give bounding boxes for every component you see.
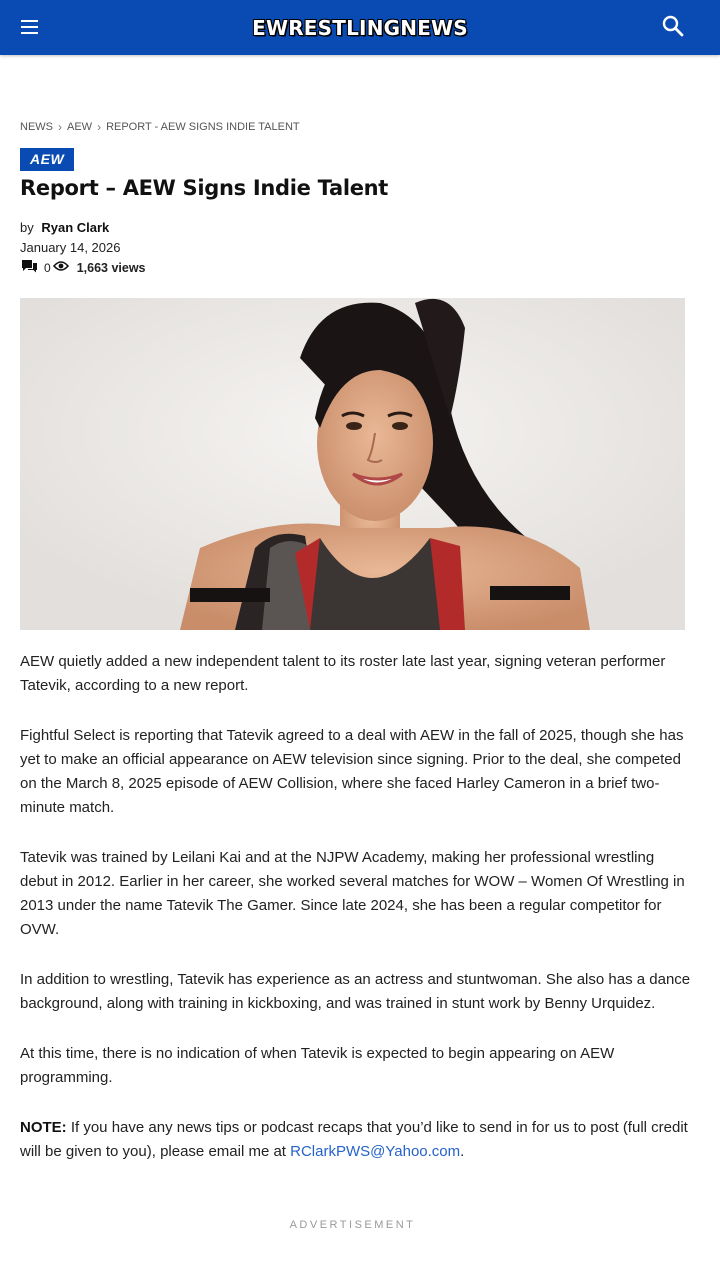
note-text: If you have any news tips or podcast recaps that you’d like to send in for us to post (full credit will be given to you), please email me at: [20, 1119, 688, 1160]
email-link[interactable]: RClarkPWS@Yahoo.com: [290, 1143, 461, 1160]
featured-image: [20, 298, 685, 630]
article-title: Report – AEW Signs Indie Talent: [20, 176, 389, 200]
views-count: 1,663 views: [76, 260, 146, 275]
article-paragraph: At this time, there is no indication of when Tatevik is expected to begin appearing on AEW programming.: [20, 1045, 615, 1086]
note-label: NOTE:: [20, 1119, 67, 1136]
site-logo[interactable]: EWRESTLINGNEWS: [252, 15, 468, 40]
article-paragraph: In addition to wrestling, Tatevik has experience as an actress and stuntwoman. She also has a dance background, along with training in kickboxing, and was trained in stunt work by Benny Urquidez.: [20, 971, 691, 1012]
breadcrumb-aew[interactable]: AEW: [67, 121, 93, 133]
by-label: by: [20, 220, 34, 235]
breadcrumb: [20, 120, 300, 134]
author-link[interactable]: Ryan Clark: [41, 220, 110, 235]
category-badge[interactable]: AEW: [20, 148, 74, 171]
breadcrumb-separator: ›: [97, 120, 102, 134]
publish-date: January 14, 2026: [20, 240, 121, 255]
note-end: .: [460, 1143, 465, 1160]
hamburger-menu-icon[interactable]: [18, 15, 42, 39]
article-body: [20, 650, 692, 1190]
article-paragraph: Fightful Select is reporting that Tatevik agreed to a deal with AEW in the fall of 2025, though she has yet to make an official appearance on AEW television since signing. Prior to the deal, she competed on the March 8, 2025 episode of AEW Collision, where she faced Harley Cameron in a brief two-minute match.: [20, 727, 684, 816]
advertisement-label: ADVERTISEMENT: [289, 1219, 416, 1231]
article-paragraph: AEW quietly added a new independent talent to its roster late last year, signing veteran performer Tatevik, according to a new report.: [20, 653, 666, 694]
eye-icon: [53, 260, 69, 275]
article-paragraph: Tatevik was trained by Leilani Kai and at the NJPW Academy, making her professional wrestling debut in 2012. Earlier in her career, she worked several matches for WOW – Women Of Wrestling in 2013 under the name Tatevik The Gamer. Since late 2024, she has been a regular competitor for OVW.: [20, 849, 685, 938]
breadcrumb-current: REPORT - AEW SIGNS INDIE TALENT: [106, 121, 300, 133]
article-meta: [20, 258, 146, 277]
breadcrumb-separator: ›: [58, 120, 62, 134]
site-header: [0, 0, 720, 55]
note-paragraph: [20, 1116, 692, 1164]
comments-icon[interactable]: [20, 258, 40, 277]
breadcrumb-news[interactable]: NEWS: [20, 121, 53, 133]
search-icon[interactable]: [662, 15, 684, 37]
byline: [20, 220, 109, 235]
comments-count: 0: [44, 260, 51, 275]
